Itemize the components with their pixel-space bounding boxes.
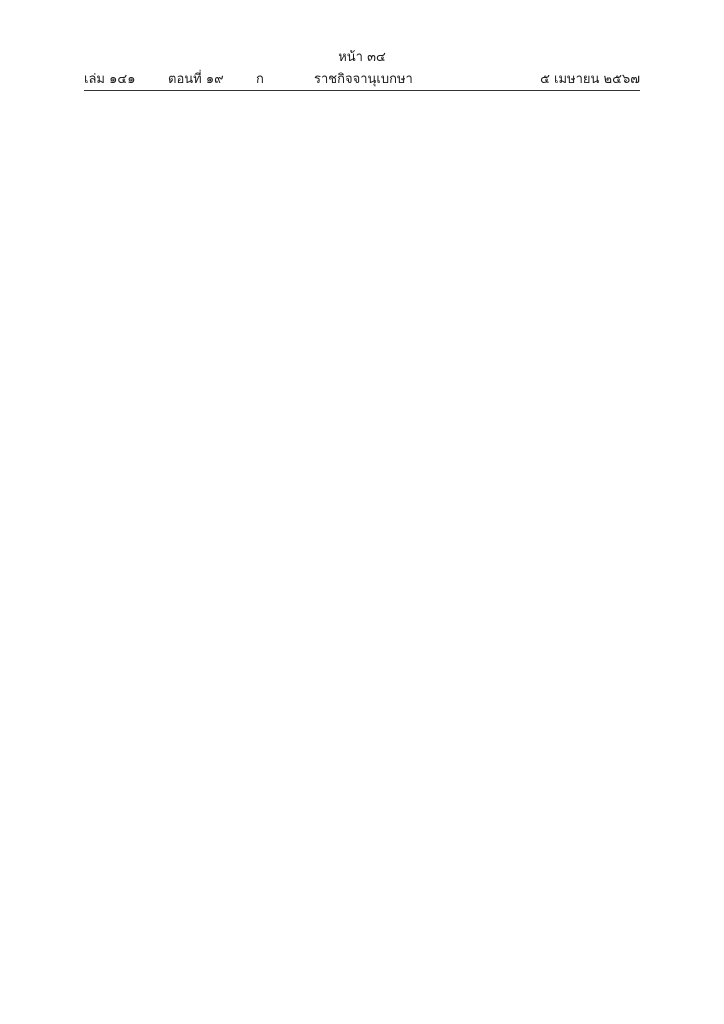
header-gazette-title: ราชกิจจานุเบกษา bbox=[314, 72, 413, 87]
header-part: ตอนที่ ๑๙ bbox=[168, 72, 224, 87]
header-kor: ก bbox=[256, 72, 264, 87]
header-date: ๕ เมษายน ๒๕๖๗ bbox=[540, 72, 640, 87]
page-number: หน้า ๓๔ bbox=[338, 50, 386, 65]
header-volume: เล่ม ๑๔๑ bbox=[84, 72, 136, 87]
gazette-header bbox=[84, 68, 640, 91]
